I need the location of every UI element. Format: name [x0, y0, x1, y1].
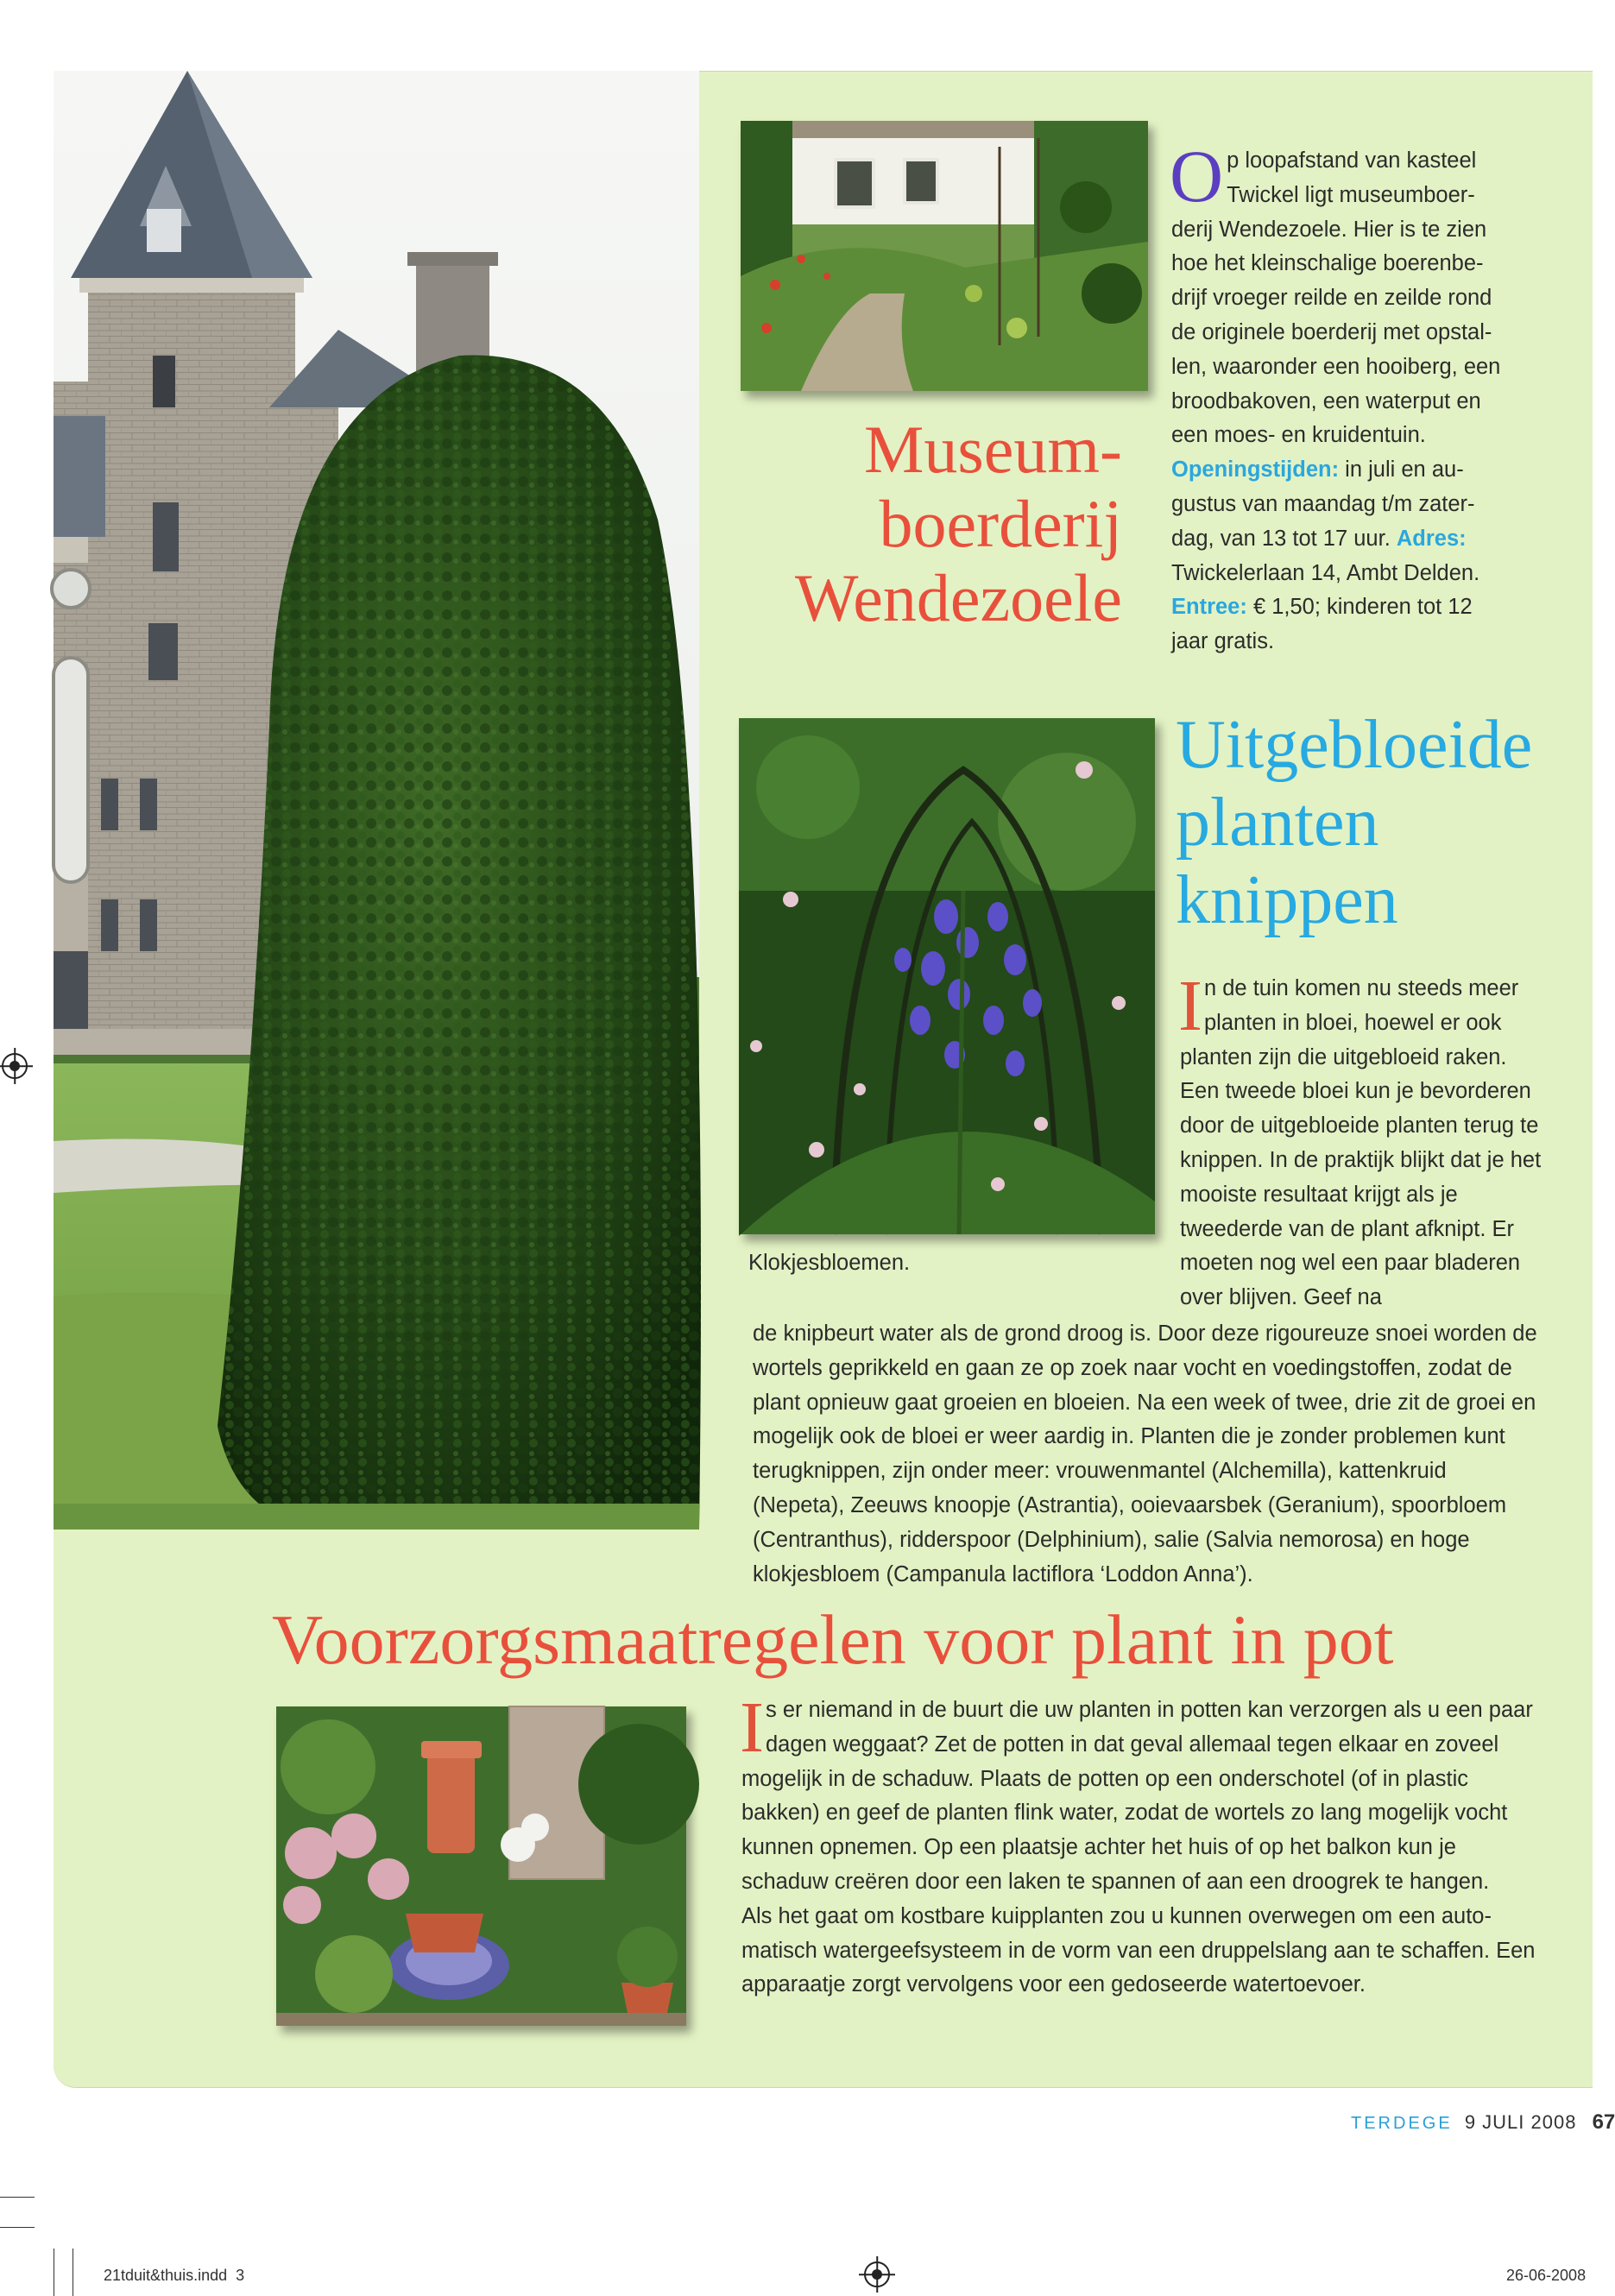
planten-heading-line1: Uitgebloeide [1176, 707, 1533, 783]
hours-text: in juli en augustus van maandag t/m zaterdag, van 13 tot 17 uur. [1171, 457, 1475, 551]
pot-body-2: Als het gaat om kostbare kuipplanten zou u kunnen overwegen om een automatisch watergeefsysteem in de vorm van een druppelslang aan te schaffen. Een apparaatje zorgt vervolgens voor een gedoseerde watertoevoer. [741, 1903, 1536, 1997]
planten-heading [1176, 706, 1532, 939]
planten-heading-line2: planten [1176, 785, 1379, 861]
bellflower-photo [739, 718, 1155, 1234]
museum-dropcap: O [1170, 135, 1224, 218]
museum-heading-line1: Museum- [864, 412, 1122, 487]
entry-label: Entree: [1171, 595, 1253, 620]
crop-line-left-2 [0, 2227, 35, 2228]
pot-paragraph-1 [740, 1687, 1536, 1900]
bellflower-caption: Klokjesbloemen. [748, 1251, 911, 1275]
museum-article [1170, 135, 1508, 659]
entry-text: € 1,50; kinderen tot 12 jaar gratis. [1171, 595, 1473, 654]
address-label: Adres: [1396, 526, 1467, 551]
pot-article [740, 1687, 1536, 2003]
planten-body-column: n de tuin komen nu steeds meer planten in bloei, hoewel er ook planten zijn die uitgebloeid raken. Een tweede bloei kun je bevorderen door de uitgebloeide planten terug te knippen. In de praktijk blijkt dat je het mooiste resultaat krijgt als je tweederde van de plant afknipt. Er moeten nog wel een paar bladeren over blijven. Geef na [1180, 976, 1542, 1310]
farmhouse-garden-photo [741, 121, 1148, 391]
crop-line-left [0, 2197, 35, 2198]
slug-date: 26-06-2008 [1506, 2267, 1587, 2284]
planten-dropcap: I [1178, 966, 1202, 1046]
castle-hedge-photo [54, 71, 699, 1530]
pot-dropcap: I [740, 1687, 764, 1768]
planten-article-column [1178, 966, 1542, 1315]
planten-article-wide: de knipbeurt water als de grond droog is. Door deze rigoureuze snoei worden de wortels geprikkeld en gaan ze op zoek naar vocht en voedingstoffen, zodat de plant opnieuw gaat groeien en bloeien. Na een week of twee, drie zit de groei en mogelijk ook de bloei er weer aardig in. Planten die je zonder problemen kunt terugknippen, zijn onder meer: vrouwenmantel (Alchemilla), kattenkruid (Nepeta), Zeeuws knoopje (Astrantia), ooievaarsbek (Geranium), spoorbloem (Centranthus), ridderspoor (Delphinium), salie (Salvia nemorosa) en hoge klokjesbloem (Campanula lactiflora ‘Loddon Anna’). [753, 1321, 1537, 1586]
page-footer [1351, 2110, 1615, 2145]
planten-heading-line3: knippen [1176, 862, 1398, 938]
hours-label: Openingstijden: [1171, 457, 1346, 483]
museum-heading-line3: Wendezoele [794, 560, 1122, 635]
registration-mark-left [2, 1053, 28, 1079]
potted-plants-photo [276, 1706, 686, 2026]
issue-date: 9 JULI 2008 [1464, 2111, 1577, 2133]
page-number: 67 [1592, 2110, 1615, 2134]
magazine-name: TERDEGE [1351, 2114, 1453, 2133]
registration-mark-bottom [864, 2261, 890, 2287]
museum-heading [795, 413, 1122, 635]
museum-heading-line2: boerderij [879, 486, 1122, 561]
pot-body-1: s er niemand in de buurt die uw planten in potten kan verzorgen als u een paar dagen weggaat? Zet de potten in dat geval allemaal tegen elkaar en zoveel mogelijk in de schaduw. Plaats de potten op een onderschotel (of in plastic bakken) en geef de planten flink water, zodat de wortels zo lang mogelijk vocht kunnen opnemen. Op een plaatsje achter het huis of op het balkon kun je schaduw creëren door een laken te spannen of aan een droogrek te hangen. [741, 1698, 1533, 1894]
museum-body: p loopafstand van kasteel Twickel ligt museumboerderij Wendezoele. Hier is te zien hoe het kleinschalige boerenbedrijf vroeger reilde en zeilde rond de originele boerderij met opstallen, waaronder een hooiberg, een broodbakoven, een waterput en een moes- en kruidentuin. [1171, 148, 1501, 448]
address-text: Twickelerlaan 14, Ambt Delden. [1171, 560, 1480, 585]
slug-filename: 21tduit&thuis.indd 3 [104, 2267, 245, 2284]
pot-heading: Voorzorgsmaatregelen voor plant in pot [272, 1600, 1394, 1679]
